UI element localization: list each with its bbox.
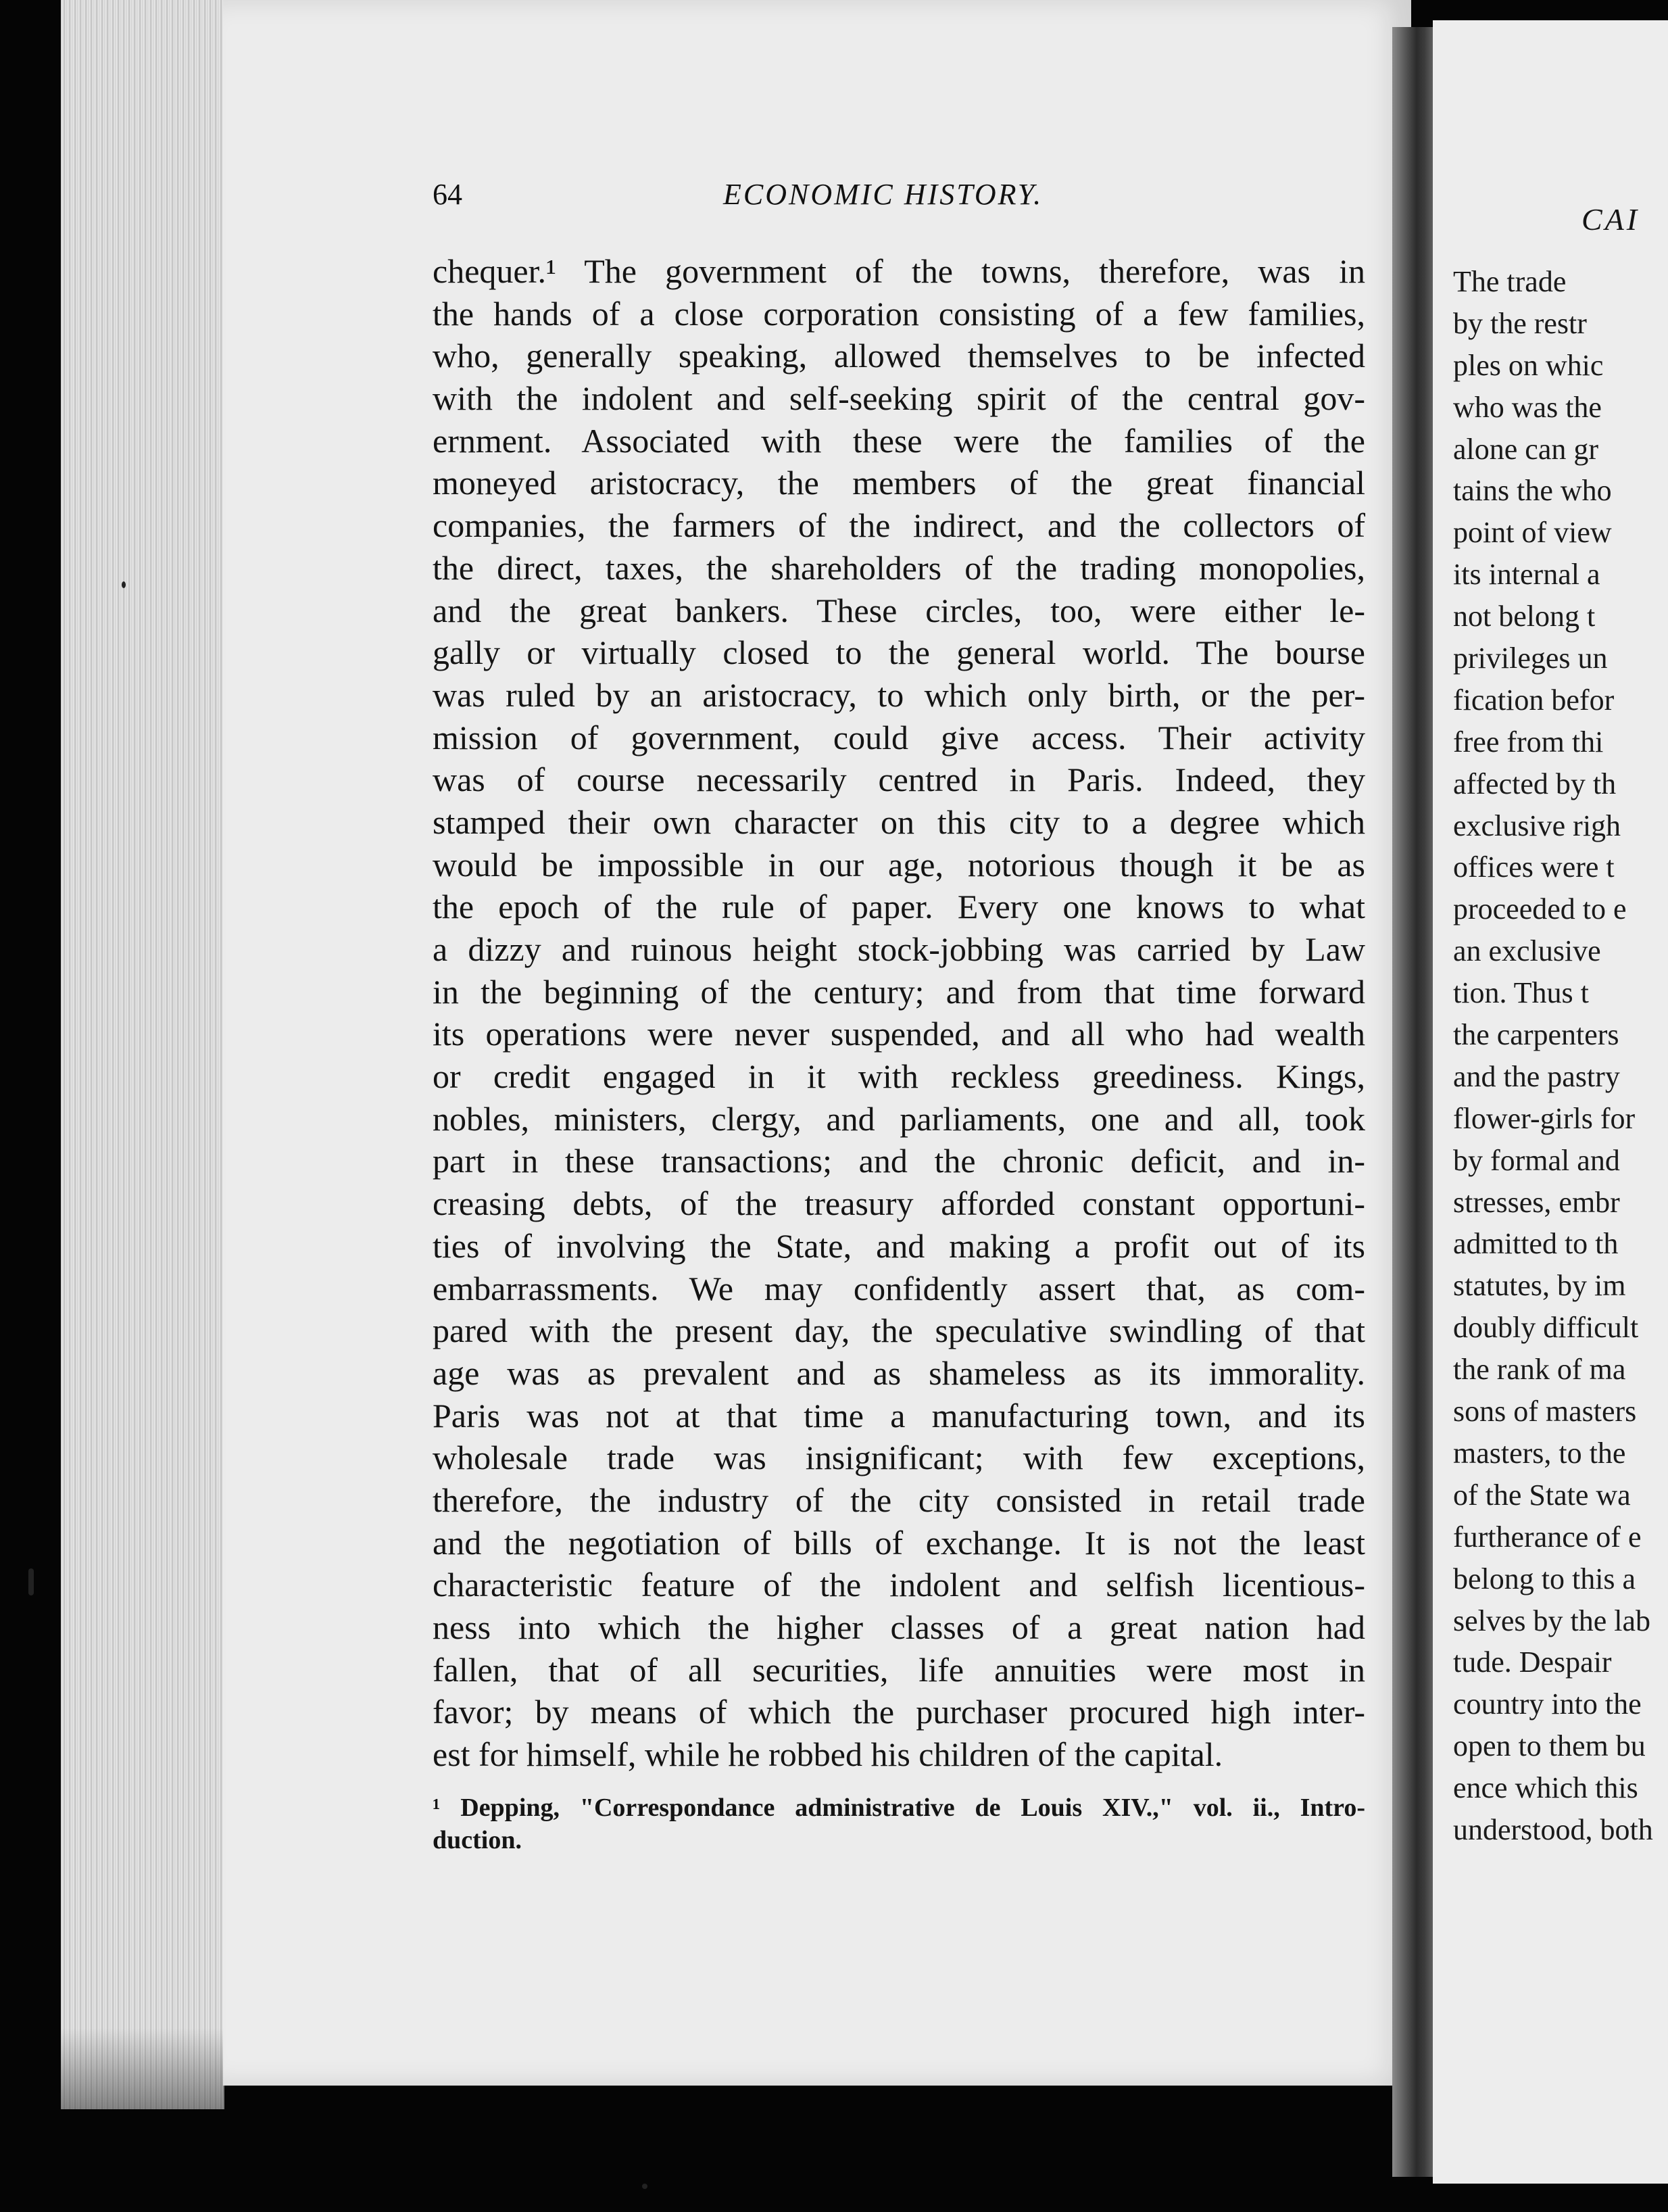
scan-speck — [122, 581, 126, 588]
right-page — [1433, 20, 1668, 2184]
right-page-line: doubly difficult — [1453, 1311, 1639, 1345]
body-line: ties of involving the State, and making a profit out of its — [433, 1226, 1365, 1265]
body-line: the hands of a close corporation consisting of a few families, — [433, 294, 1365, 333]
right-page-line: admitted to th — [1453, 1227, 1619, 1261]
body-line: ernment. Associated with these were the families of the — [433, 421, 1365, 460]
body-line: who, generally speaking, allowed themselves to be infected — [433, 337, 1365, 375]
right-page-line: belong to this a — [1453, 1562, 1636, 1595]
body-line: or credit engaged in it with reckless greediness. Kings, — [433, 1057, 1365, 1096]
right-page-line: and the pastry — [1453, 1059, 1620, 1093]
body-line: its operations were never suspended, and all who had wealth — [433, 1015, 1365, 1053]
footnote — [433, 1792, 1365, 1856]
body-line: therefore, the industry of the city consisted in retail trade — [433, 1481, 1365, 1519]
running-title: ECONOMIC HISTORY. — [723, 178, 1044, 211]
body-line: wholesale trade was insignificant; with few exceptions, — [433, 1439, 1365, 1477]
page-number: 64 — [433, 178, 462, 211]
body-line: est for himself, while he robbed his children of the capital. — [433, 1735, 1223, 1774]
body-line: mission of government, could give access. Their activity — [433, 718, 1365, 756]
scan-speck — [28, 1568, 34, 1595]
body-text — [433, 250, 1365, 1776]
body-line: stamped their own character on this city to a degree which — [433, 802, 1365, 841]
body-line: the epoch of the rule of paper. Every one knows to what — [433, 888, 1365, 926]
running-head — [433, 177, 1365, 218]
right-page-line: the carpenters — [1453, 1018, 1619, 1052]
body-line: embarrassments. We may confidently assert that, as com- — [433, 1269, 1365, 1307]
body-line: companies, the farmers of the indirect, and the collectors of — [433, 506, 1365, 545]
right-page-line: selves by the lab — [1453, 1604, 1651, 1637]
page-edge-stack — [61, 0, 224, 2109]
body-line: the direct, taxes, the shareholders of the trading monopolies, — [433, 548, 1365, 587]
right-page-line: an exclusive — [1453, 934, 1601, 968]
right-page-line: who was the — [1453, 390, 1602, 424]
right-page-line: masters, to the — [1453, 1436, 1626, 1470]
right-page-line: country into the — [1453, 1687, 1642, 1721]
right-page-line: fication befor — [1453, 683, 1615, 717]
body-line: ness into which the higher classes of a great nation had — [433, 1608, 1365, 1646]
body-line: would be impossible in our age, notorious though it be as — [433, 845, 1365, 884]
body-line: moneyed aristocracy, the members of the great financial — [433, 464, 1365, 502]
body-line: fallen, that of all securities, life annuities were most in — [433, 1650, 1365, 1689]
right-page-line: The trade — [1453, 265, 1567, 298]
right-page-line: ples on whic — [1453, 348, 1604, 382]
body-line: in the beginning of the century; and from that time forward — [433, 972, 1365, 1011]
scan-speck — [642, 2184, 647, 2189]
right-page-line: by the restr — [1453, 306, 1587, 340]
right-page-line: tains the who — [1453, 474, 1612, 508]
right-page-line: open to them bu — [1453, 1729, 1646, 1763]
body-line: was ruled by an aristocracy, to which only birth, or the per- — [433, 675, 1365, 714]
footnote-line: ¹ Depping, "Correspondance administrative de Louis XIV.," vol. ii., Intro- — [433, 1794, 1365, 1822]
right-page-line: offices were t — [1453, 850, 1615, 884]
right-page-line: proceeded to e — [1453, 892, 1627, 926]
body-line: characteristic feature of the indolent and selfish licentious- — [433, 1566, 1365, 1604]
body-line: favor; by means of which the purchaser procured high inter- — [433, 1693, 1365, 1731]
right-page-line: its internal a — [1453, 558, 1600, 592]
right-page-line: flower-girls for — [1453, 1101, 1636, 1135]
body-line: was of course necessarily centred in Paris. Indeed, they — [433, 761, 1365, 799]
right-page-line: tion. Thus t — [1453, 976, 1589, 1010]
body-line: part in these transactions; and the chronic deficit, and in- — [433, 1142, 1365, 1180]
body-line: Paris was not at that time a manufacturing town, and its — [433, 1396, 1365, 1435]
body-line: a dizzy and ruinous height stock-jobbing was carried by Law — [433, 930, 1365, 968]
body-line: chequer.¹ The government of the towns, therefore, was in — [433, 252, 1365, 290]
right-page-line: tude. Despair — [1453, 1645, 1612, 1679]
right-page-line: affected by th — [1453, 767, 1617, 800]
right-page-line: alone can gr — [1453, 432, 1598, 466]
right-page-line: stresses, embr — [1453, 1185, 1620, 1219]
footnote-line: duction. — [433, 1826, 522, 1854]
body-line: and the negotiation of bills of exchange. It is not the least — [433, 1523, 1365, 1562]
right-page-line: exclusive righ — [1453, 809, 1621, 842]
right-page-text — [1453, 261, 1668, 1851]
right-page-line: of the State wa — [1453, 1478, 1631, 1512]
body-line: gally or virtually closed to the general world. The bourse — [433, 633, 1365, 672]
right-page-line: privileges un — [1453, 642, 1608, 675]
body-line: with the indolent and self-seeking spirit of the central gov- — [433, 379, 1365, 418]
body-line: and the great bankers. These circles, too, were either le- — [433, 591, 1365, 629]
right-page-line: statutes, by im — [1453, 1269, 1626, 1303]
right-page-line: sons of masters — [1453, 1395, 1637, 1428]
right-page-line: free from thi — [1453, 725, 1604, 759]
right-page-line: not belong t — [1453, 600, 1596, 633]
body-line: creasing debts, of the treasury afforded constant opportuni- — [433, 1184, 1365, 1223]
right-page-line: by formal and — [1453, 1143, 1620, 1177]
right-page-line: furtherance of e — [1453, 1520, 1642, 1554]
right-page-line: point of view — [1453, 516, 1612, 550]
right-page-line: ence which this — [1453, 1771, 1638, 1805]
right-page-running-title: CAI — [1581, 202, 1640, 237]
body-line: nobles, ministers, clergy, and parliaments, one and all, took — [433, 1099, 1365, 1138]
right-page-line: understood, both — [1453, 1812, 1653, 1846]
right-page-line: the rank of ma — [1453, 1353, 1626, 1387]
body-line: pared with the present day, the speculative swindling of that — [433, 1312, 1365, 1350]
body-line: age was as prevalent and as shameless as its immorality. — [433, 1353, 1365, 1392]
